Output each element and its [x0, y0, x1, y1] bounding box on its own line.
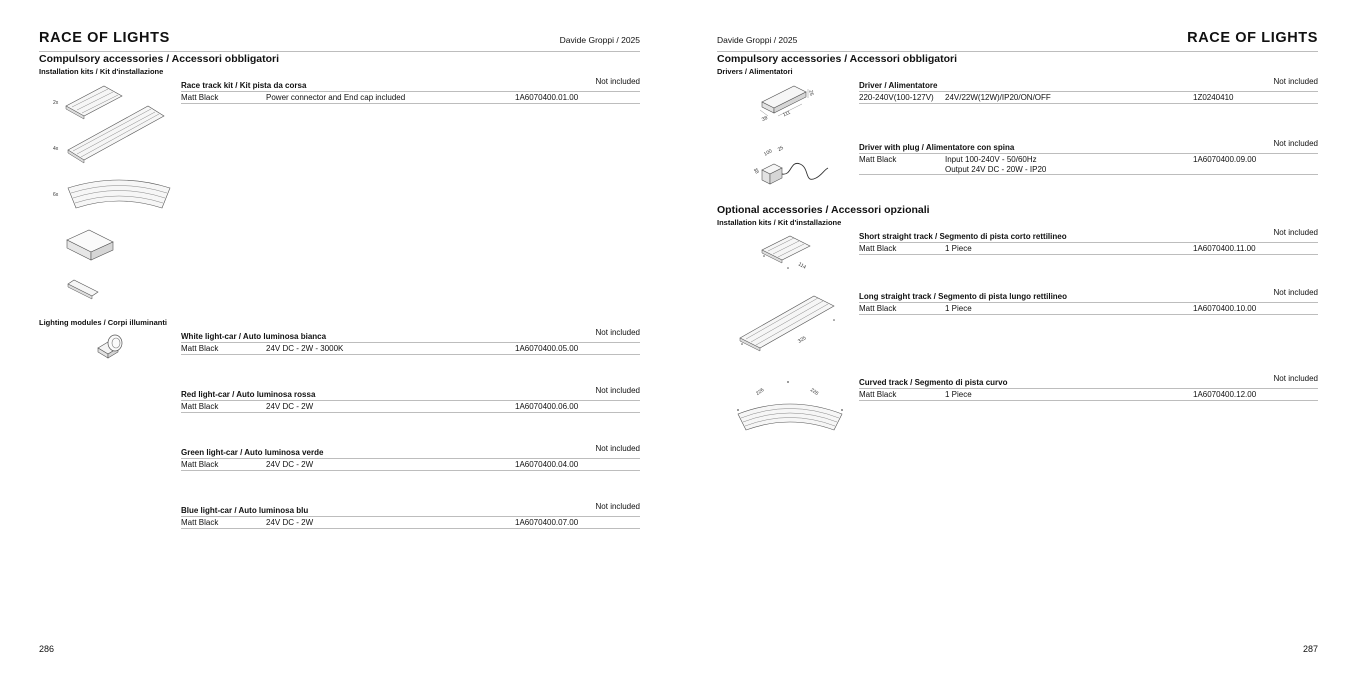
short-track-illustration [760, 232, 816, 272]
product-finish: Matt Black [181, 518, 219, 527]
product-row [181, 91, 640, 102]
product-code: 1A6070400.10.00 [1193, 304, 1257, 313]
product-finish: Matt Black [181, 344, 219, 353]
product-finish: Matt Black [859, 390, 897, 399]
row-divider [181, 412, 640, 413]
availability-status: Not included [1273, 139, 1318, 148]
availability-status: Not included [595, 386, 640, 395]
product-spec: 1 Piece [945, 244, 972, 253]
product-spec: 24V/22W(12W)/IP20/ON/OFF [945, 93, 1051, 102]
product-spec: Input 100-240V - 50/60Hz [945, 155, 1037, 164]
product-title: Long straight track / Segmento di pista lungo rettilineo [859, 292, 1068, 301]
section-subtitle: Drivers / Alimentatori [717, 67, 793, 76]
author-year: Davide Groppi / 2025 [717, 35, 798, 45]
row-divider [859, 174, 1318, 175]
product-race-track-kit [181, 77, 640, 105]
row-divider [181, 470, 640, 471]
product-finish: Matt Black [859, 304, 897, 313]
product-code: 1A6070400.06.00 [515, 402, 579, 411]
product-row [859, 91, 1318, 102]
product-row [859, 388, 1318, 399]
dimension-label: 38 [751, 167, 760, 175]
product-red-light-car [181, 386, 640, 414]
product-code: 1A6070400.12.00 [1193, 390, 1257, 399]
quantity-label: 6x [53, 192, 59, 198]
product-row [859, 302, 1318, 313]
product-title: Short straight track / Segmento di pista corto rettilineo [859, 232, 1067, 241]
header-rule [717, 51, 1318, 52]
row-divider [859, 400, 1318, 401]
product-title: Curved track / Segmento di pista curvo [859, 378, 1008, 387]
product-driver [859, 77, 1318, 105]
row-divider [859, 314, 1318, 315]
dimension-label: 25 [776, 145, 785, 153]
dimension-label: 111 [782, 109, 792, 119]
quantity-label: 4x [53, 146, 59, 152]
product-code: 1A6070400.09.00 [1193, 155, 1257, 164]
product-code: 1A6070400.05.00 [515, 344, 579, 353]
product-row [181, 458, 640, 469]
product-finish: 220-240V(100-127V) [859, 93, 934, 102]
dimension-label: 325 [797, 335, 808, 345]
dimension-label: 25 [807, 89, 815, 97]
product-spec: Power connector and End cap included [266, 93, 406, 102]
product-blue-light-car [181, 502, 640, 530]
product-code: 1A6070400.01.00 [515, 93, 579, 102]
product-title: Red light-car / Auto luminosa rossa [181, 390, 316, 399]
product-spec: 24V DC - 2W [266, 518, 314, 527]
product-spec: 1 Piece [945, 304, 972, 313]
power-connector-illustration [65, 228, 115, 262]
product-row [181, 342, 640, 353]
product-title: Green light-car / Auto luminosa verde [181, 448, 324, 457]
end-cap-illustration [66, 278, 100, 300]
author-year: Davide Groppi / 2025 [559, 35, 640, 45]
product-title: Blue light-car / Auto luminosa blu [181, 506, 309, 515]
product-code: 1A6070400.07.00 [515, 518, 579, 527]
row-divider [181, 103, 640, 104]
product-row [181, 516, 640, 527]
availability-status: Not included [1273, 374, 1318, 383]
product-finish: Matt Black [859, 244, 897, 253]
section-subtitle: Installation kits / Kit d'installazione [717, 218, 842, 227]
quantity-label: 2x [53, 100, 59, 106]
product-title: White light-car / Auto luminosa bianca [181, 332, 327, 341]
page-number: 287 [1302, 644, 1318, 654]
availability-status: Not included [595, 502, 640, 511]
right-page [678, 0, 1356, 678]
availability-status: Not included [1273, 77, 1318, 86]
product-code: 1A6070400.04.00 [515, 460, 579, 469]
section-title: Optional accessories / Accessori opzionali [717, 204, 930, 216]
row-divider [181, 354, 640, 355]
product-curved-track [859, 374, 1318, 402]
product-finish: Matt Black [859, 155, 897, 164]
long-track-illustration [738, 292, 838, 356]
product-row [859, 242, 1318, 253]
curved-track-illustration [736, 380, 846, 436]
product-finish: Matt Black [181, 460, 219, 469]
product-spec: 24V DC - 2W - 3000K [266, 344, 344, 353]
availability-status: Not included [595, 444, 640, 453]
product-row [181, 400, 640, 411]
dimension-label: 114 [797, 261, 807, 271]
page-number: 286 [39, 644, 55, 654]
row-divider [181, 528, 640, 529]
product-finish: Matt Black [181, 402, 219, 411]
product-title: Race track kit / Kit pista da corsa [181, 81, 307, 90]
availability-status: Not included [595, 77, 640, 86]
product-row [859, 153, 1318, 174]
section-title: Compulsory accessories / Accessori obbligatori [717, 53, 958, 65]
modules-label: Lighting modules / Corpi illuminanti [39, 318, 167, 327]
product-long-straight-track [859, 288, 1318, 316]
section-subtitle: Installation kits / Kit d'installazione [39, 67, 164, 76]
availability-status: Not included [1273, 228, 1318, 237]
product-green-light-car [181, 444, 640, 472]
product-driver-with-plug [859, 139, 1318, 177]
row-divider [859, 254, 1318, 255]
long-track-illustration [66, 104, 166, 164]
product-finish: Matt Black [181, 93, 219, 102]
availability-status: Not included [595, 328, 640, 337]
dimension-label: 226 [755, 387, 766, 397]
section-title: Compulsory accessories / Accessori obbligatori [39, 53, 280, 65]
product-spec: 24V DC - 2W [266, 402, 314, 411]
product-spec-secondary: Output 24V DC - 20W - IP20 [945, 165, 1047, 174]
brand-title: RACE OF LIGHTS [1187, 30, 1318, 46]
product-white-light-car [181, 328, 640, 356]
product-title: Driver / Alimentatore [859, 81, 938, 90]
dimension-label: 226 [809, 387, 820, 397]
row-divider [859, 103, 1318, 104]
availability-status: Not included [1273, 288, 1318, 297]
product-spec: 24V DC - 2W [266, 460, 314, 469]
product-short-straight-track [859, 228, 1318, 256]
dimension-label: 38 [760, 115, 769, 123]
product-spec: 1 Piece [945, 390, 972, 399]
product-code: 1A6070400.11.00 [1193, 244, 1256, 253]
dimension-label: 100 [763, 148, 774, 158]
product-code: 1Z0240410 [1193, 93, 1234, 102]
header-rule [39, 51, 640, 52]
product-title: Driver with plug / Alimentatore con spina [859, 143, 1015, 152]
brand-title: RACE OF LIGHTS [39, 30, 170, 46]
curved-track-illustration [66, 178, 172, 212]
light-car-illustration [96, 332, 126, 360]
